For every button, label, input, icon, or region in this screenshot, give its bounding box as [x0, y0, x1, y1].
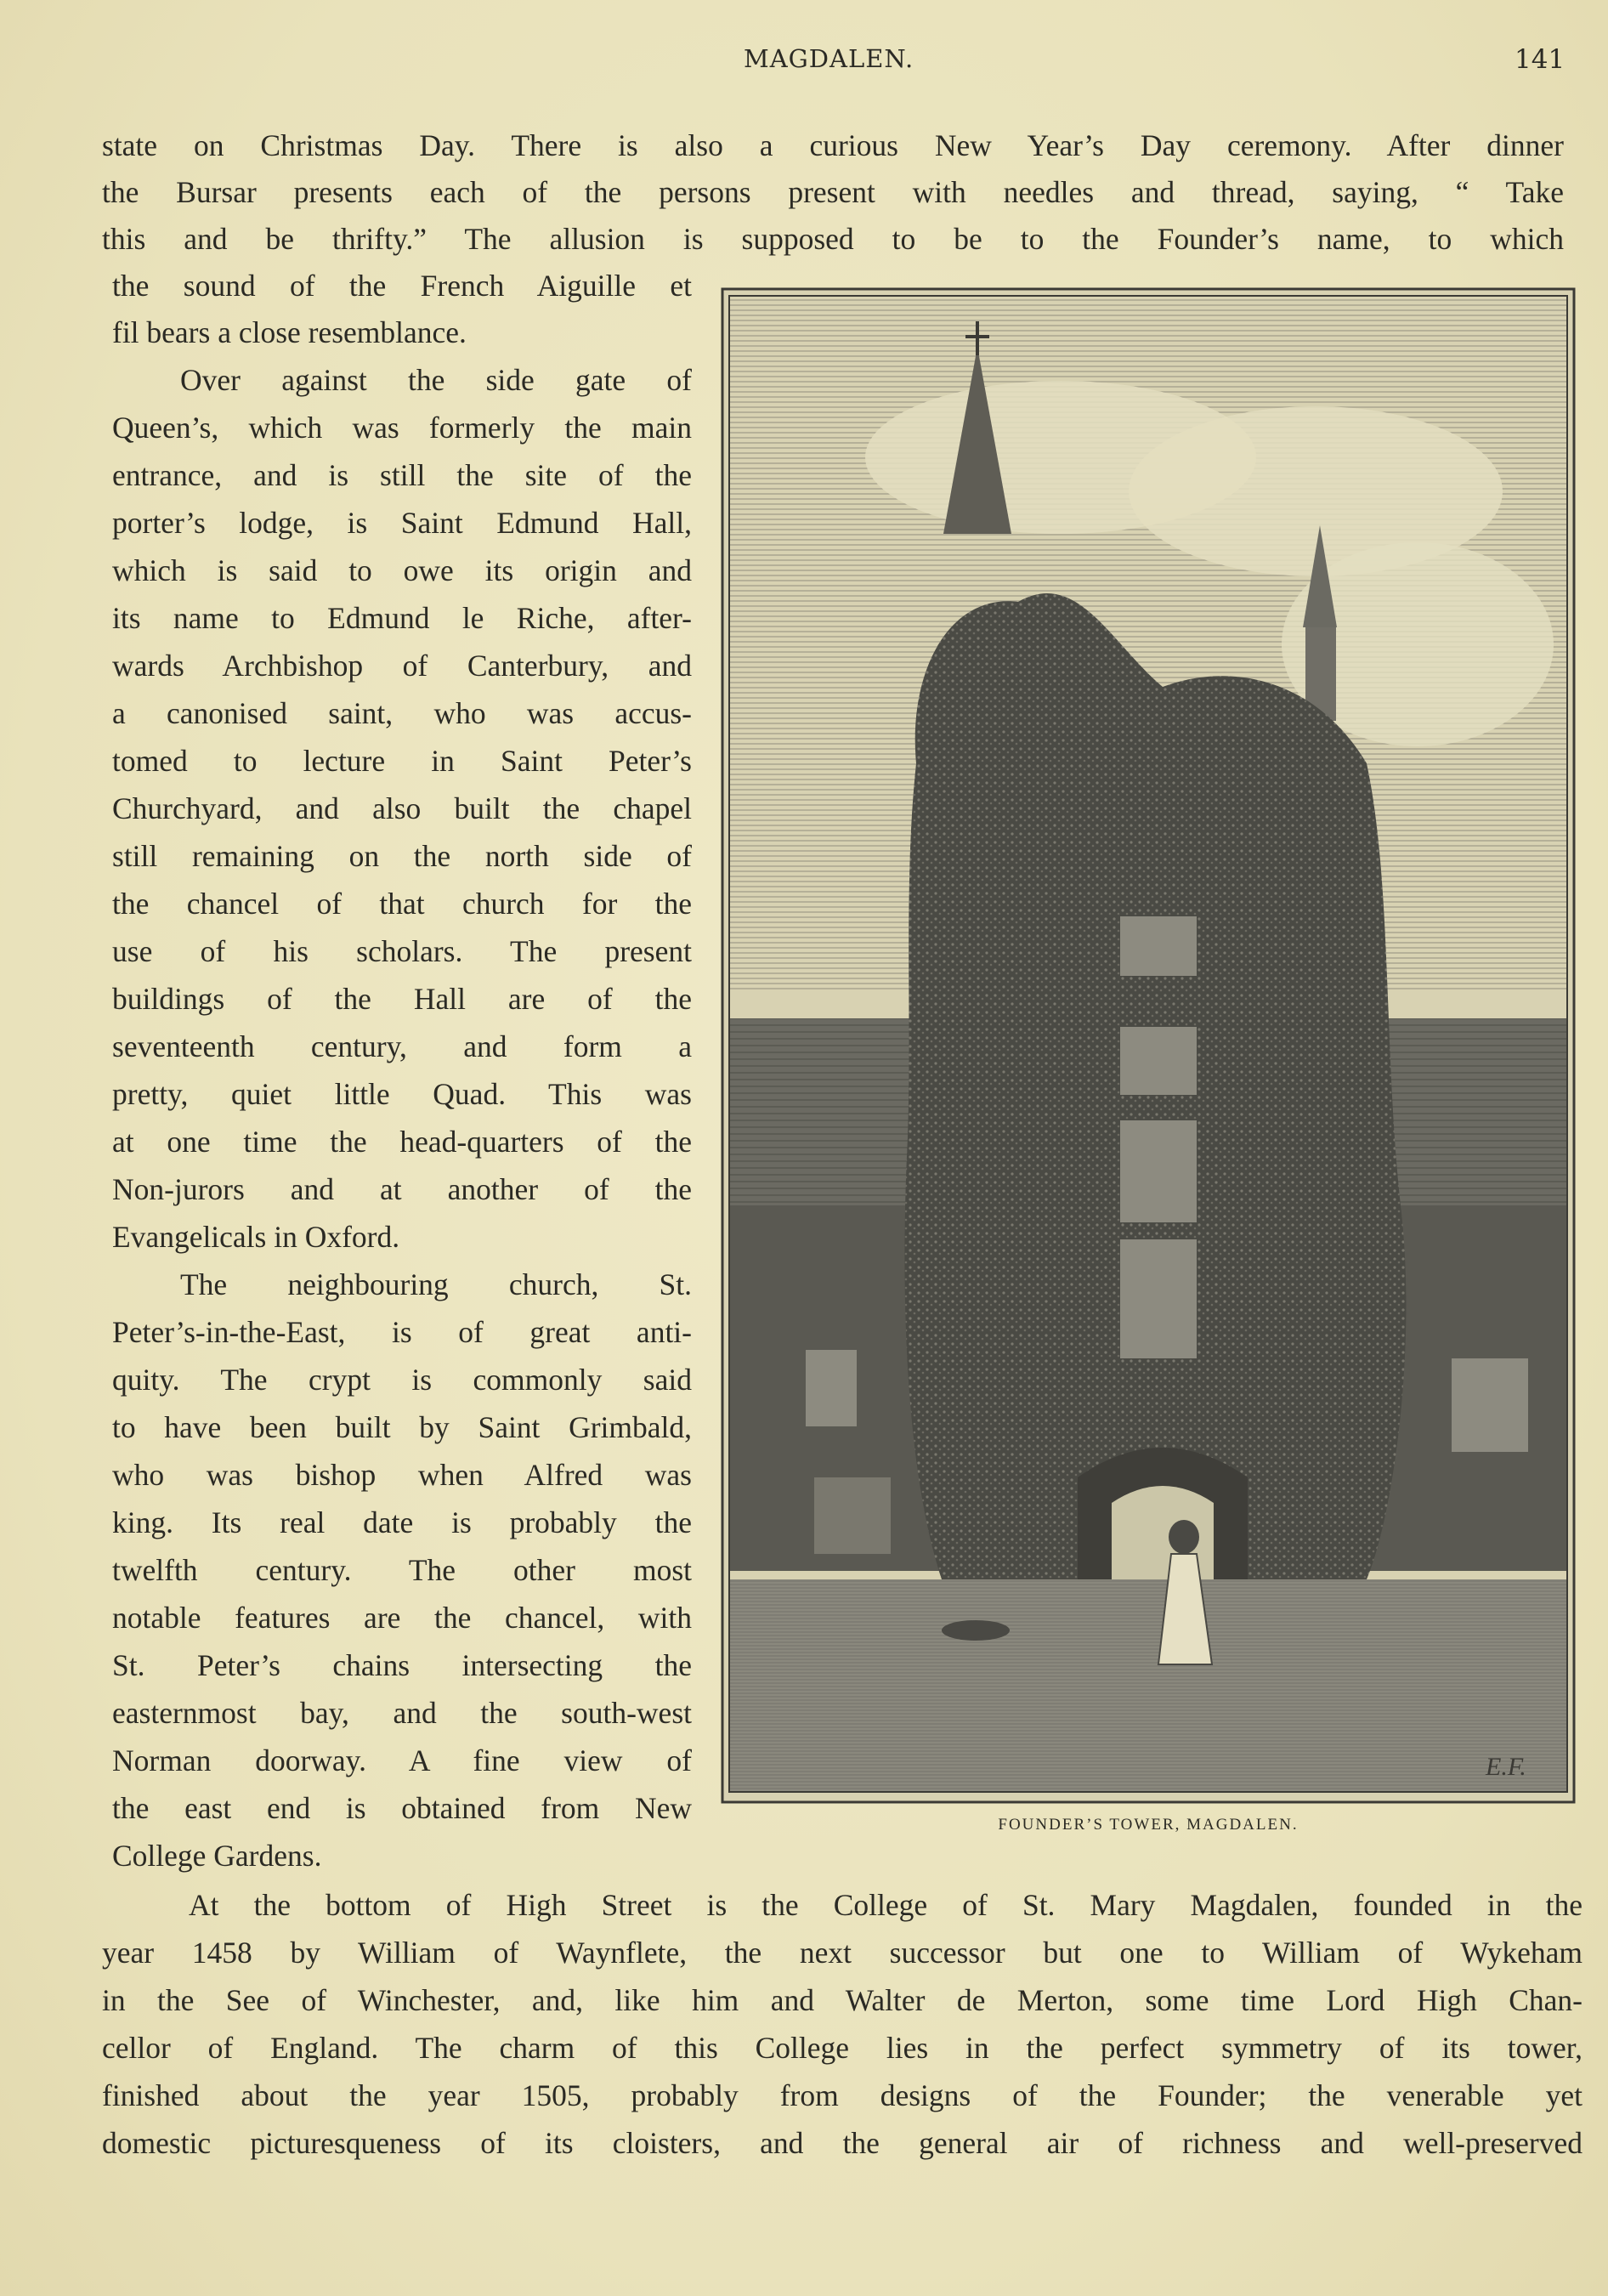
text-line: twelfth century. The other most — [112, 1553, 692, 1587]
page-header — [0, 44, 1608, 87]
text-line: buildings of the Hall are of the — [112, 982, 692, 1016]
paragraph-start-line: At the bottom of High Street is the College of St. Mary Magdalen, founded in the — [189, 1888, 1583, 1922]
engraving-figure — [721, 287, 1576, 1804]
text-line: finished about the year 1505, probably from designs of the Founder; the venerable yet — [102, 2078, 1583, 2112]
text-line: the Bursar presents each of the persons present with needles and thread, saying, “ Take — [102, 175, 1564, 209]
text-line: Churchyard, and also built the chapel — [112, 791, 692, 825]
text-line: St. Peter’s chains intersecting the — [112, 1648, 692, 1682]
text-line: year 1458 by William of Waynflete, the next successor but one to William of Wykeham — [102, 1936, 1583, 1970]
text-line: this and be thrifty.” The allusion is supposed to be to the Founder’s name, to which — [102, 222, 1564, 256]
text-line: Non-jurors and at another of the — [112, 1172, 692, 1206]
text-line: entrance, and is still the site of the — [112, 458, 692, 492]
text-line: domestic picturesqueness of its cloisters, and the general air of richness and well-preserved — [102, 2126, 1583, 2160]
running-title: MAGDALEN. — [744, 44, 914, 73]
text-line: which is said to owe its origin and — [112, 553, 692, 587]
text-line — [112, 266, 692, 305]
text-line: Peter’s-in-the-East, is of great anti- — [112, 1315, 692, 1349]
text-line: king. Its real date is probably the — [112, 1505, 692, 1539]
text-line: its name to Edmund le Riche, after- — [112, 601, 692, 635]
text-line: still remaining on the north side of — [112, 839, 692, 873]
text-line: quity. The crypt is commonly said — [112, 1363, 692, 1397]
text-line: fil bears a close resemblance. — [112, 315, 467, 349]
text-line-content: the sound of the French Aiguille et — [112, 269, 692, 303]
text-line: cellor of England. The charm of this College lies in the perfect symmetry of its tower, — [102, 2031, 1583, 2065]
text-line: use of his scholars. The present — [112, 934, 692, 968]
text-line: Norman doorway. A fine view of — [112, 1743, 692, 1777]
text-line: the chancel of that church for the — [112, 887, 692, 921]
engraver-mark: E.F. — [1486, 1753, 1526, 1781]
text-line: tomed to lecture in Saint Peter’s — [112, 744, 692, 778]
text-line: the east end is obtained from New — [112, 1791, 692, 1825]
text-line: wards Archbishop of Canterbury, and — [112, 649, 692, 683]
text-line: state on Christmas Day. There is also a curious New Year’s Day ceremony. After dinner — [102, 128, 1564, 162]
paragraph-start-line: The neighbouring church, St. — [180, 1267, 692, 1301]
text-line: pretty, quiet little Quad. This was — [112, 1077, 692, 1111]
text-line: porter’s lodge, is Saint Edmund Hall, — [112, 506, 692, 540]
text-line: College Gardens. — [112, 1839, 322, 1873]
founders-tower-engraving — [721, 287, 1576, 1804]
text-line: easternmost bay, and the south-west — [112, 1696, 692, 1730]
text-line: at one time the head-quarters of the — [112, 1125, 692, 1159]
text-line: who was bishop when Alfred was — [112, 1458, 692, 1492]
text-line: notable features are the chancel, with — [112, 1601, 692, 1635]
text-line: a canonised saint, who was accus- — [112, 696, 692, 730]
figure-caption: FOUNDER’S TOWER, MAGDALEN. — [998, 1816, 1299, 1834]
paragraph-start-line: Over against the side gate of — [180, 363, 692, 397]
text-line: Evangelicals in Oxford. — [112, 1220, 400, 1254]
text-line: Queen’s, which was formerly the main — [112, 411, 692, 445]
text-line: to have been built by Saint Grimbald, — [112, 1410, 692, 1444]
page-number: 141 — [1515, 44, 1566, 75]
text-line: seventeenth century, and form a — [112, 1029, 692, 1063]
text-line: in the See of Winchester, and, like him and Walter de Merton, some time Lord High Chan- — [102, 1983, 1583, 2017]
